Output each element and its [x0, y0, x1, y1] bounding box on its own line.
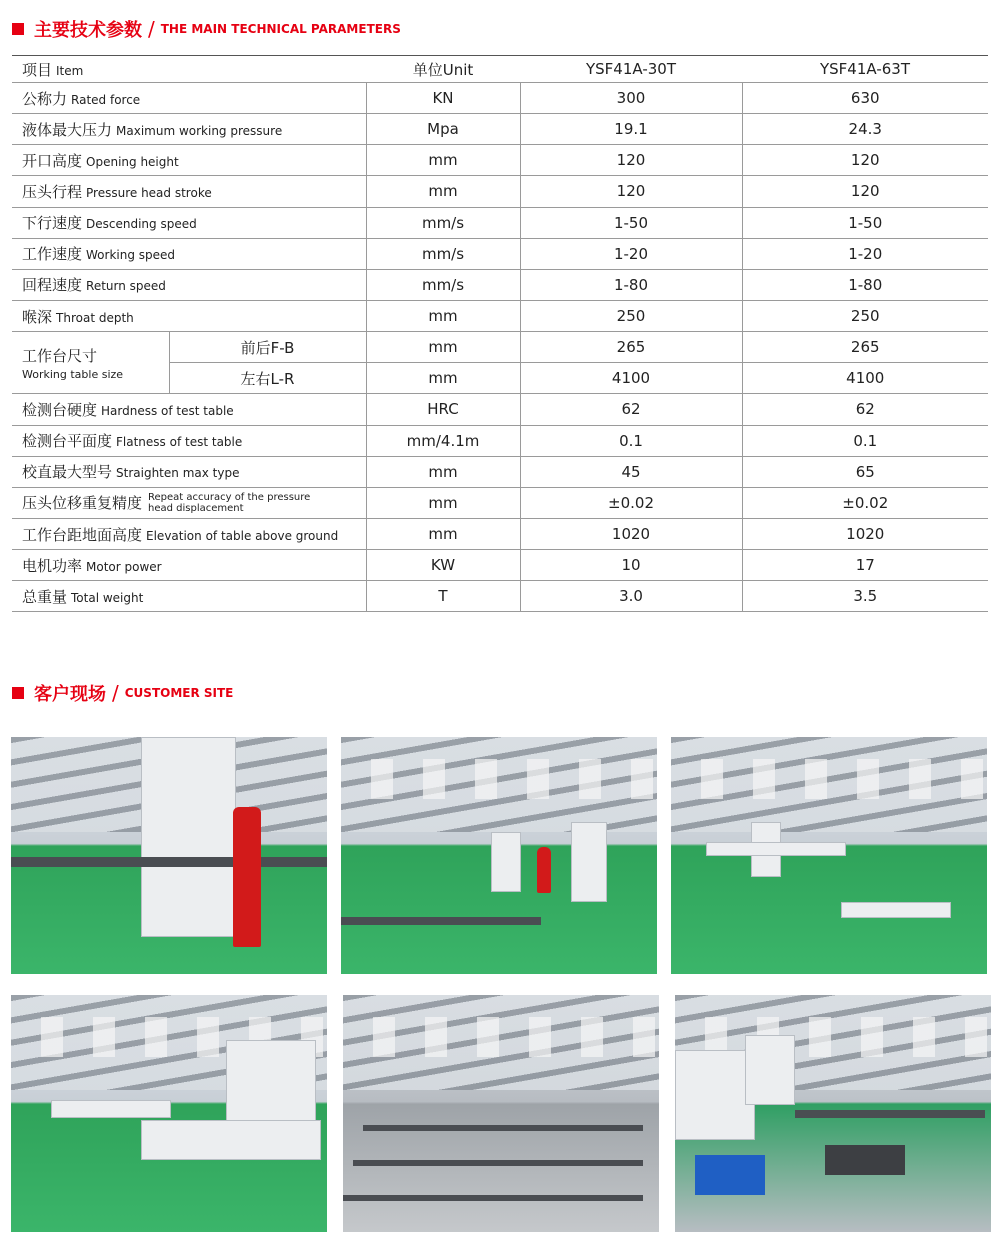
table-cell-v1: 0.1	[520, 425, 742, 456]
table-row	[12, 425, 988, 456]
table-cell-unit: mm/s	[366, 207, 520, 238]
section-heading-customer-site	[12, 680, 233, 706]
heading-separator: /	[112, 681, 119, 705]
parameters-table	[12, 55, 988, 612]
table-cell-label: 开口高度 Opening height	[12, 145, 366, 176]
table-cell-v2: 1-50	[742, 207, 988, 238]
table-row	[12, 456, 988, 487]
table-cell-label: 下行速度 Descending speed	[12, 207, 366, 238]
table-cell-unit: mm/s	[366, 269, 520, 300]
table-cell-v2: 62	[742, 394, 988, 425]
heading-separator: /	[148, 17, 155, 41]
table-cell-unit: KW	[366, 550, 520, 581]
heading-title-en: THE MAIN TECHNICAL PARAMETERS	[160, 22, 401, 36]
worktable-lr-label: 左右L-R	[169, 363, 366, 394]
table-cell-v1: 3.0	[520, 581, 742, 612]
table-row	[12, 518, 988, 549]
table-cell-v1: 1-80	[520, 269, 742, 300]
customer-site-photo-2	[341, 737, 657, 974]
table-cell-unit: Mpa	[366, 114, 520, 145]
table-cell-v2: 17	[742, 550, 988, 581]
table-cell-unit: mm	[366, 145, 520, 176]
heading-marker	[12, 23, 24, 35]
table-cell-v2: 120	[742, 176, 988, 207]
header-model-63t: YSF41A-63T	[742, 56, 988, 83]
table-row	[12, 581, 988, 612]
worktable-fb-label: 前后F-B	[169, 332, 366, 363]
table-cell-v2: 630	[742, 83, 988, 114]
customer-site-photo-3	[671, 737, 987, 974]
table-row	[12, 238, 988, 269]
table-cell-v1: 120	[520, 145, 742, 176]
table-cell-v2: 0.1	[742, 425, 988, 456]
table-cell-unit: mm	[366, 518, 520, 549]
table-row-repeat-accuracy	[12, 487, 988, 518]
header-model-30t: YSF41A-30T	[520, 56, 742, 83]
table-cell-v2: 1-20	[742, 238, 988, 269]
table-row	[12, 300, 988, 331]
table-cell-label: 电机功率 Motor power	[12, 550, 366, 581]
table-cell-v1: 62	[520, 394, 742, 425]
table-cell-label: 喉深 Throat depth	[12, 300, 366, 331]
table-cell-label: 工作速度 Working speed	[12, 238, 366, 269]
table-cell-label: 检测台硬度 Hardness of test table	[12, 394, 366, 425]
worktable-label: 工作台尺寸 Working table size	[12, 332, 169, 394]
table-cell-label: 工作台距地面高度 Elevation of table above ground	[12, 518, 366, 549]
table-cell-v1: 1-50	[520, 207, 742, 238]
table-cell-unit: HRC	[366, 394, 520, 425]
heading-title-cn: 主要技术参数	[34, 20, 142, 41]
table-header-row	[12, 56, 988, 83]
table-cell-unit: mm	[366, 300, 520, 331]
heading-title-en: CUSTOMER SITE	[124, 686, 234, 700]
table-cell-label: 总重量 Total weight	[12, 581, 366, 612]
table-cell-label: 液体最大压力 Maximum working pressure	[12, 114, 366, 145]
table-cell-unit: mm	[366, 363, 520, 394]
table-row	[12, 83, 988, 114]
table-cell-v1: 265	[520, 332, 742, 363]
customer-site-photo-4	[11, 995, 327, 1232]
table-cell-unit: mm	[366, 176, 520, 207]
table-cell-label: 回程速度 Return speed	[12, 269, 366, 300]
table-cell-label: 检测台平面度 Flatness of test table	[12, 425, 366, 456]
table-row-worktable-fb	[12, 332, 988, 363]
table-cell-v1: 250	[520, 300, 742, 331]
table-cell-v2: 1020	[742, 518, 988, 549]
customer-site-photo-5	[343, 995, 659, 1232]
table-cell-v2: 265	[742, 332, 988, 363]
table-cell-v1: 1020	[520, 518, 742, 549]
table-cell-v2: 3.5	[742, 581, 988, 612]
table-cell-v2: 250	[742, 300, 988, 331]
table-cell-v1: 10	[520, 550, 742, 581]
table-row	[12, 176, 988, 207]
table-cell-label: 压头位移重复精度 Repeat accuracy of the pressure head displacement	[12, 487, 366, 518]
table-cell-unit: T	[366, 581, 520, 612]
table-cell-v1: 120	[520, 176, 742, 207]
table-row	[12, 550, 988, 581]
header-item: 项目 Item	[12, 56, 366, 83]
table-cell-unit: mm	[366, 487, 520, 518]
customer-site-photo-1	[11, 737, 327, 974]
header-unit: 单位Unit	[366, 56, 520, 83]
table-cell-v1: 300	[520, 83, 742, 114]
table-cell-unit: mm/4.1m	[366, 425, 520, 456]
table-cell-unit: mm	[366, 332, 520, 363]
section-heading-parameters	[12, 16, 401, 42]
table-cell-v2: 4100	[742, 363, 988, 394]
table-cell-v2: 65	[742, 456, 988, 487]
table-cell-label: 公称力 Rated force	[12, 83, 366, 114]
table-row	[12, 269, 988, 300]
heading-marker	[12, 687, 24, 699]
table-row	[12, 145, 988, 176]
table-cell-unit: mm	[366, 456, 520, 487]
table-cell-label: 压头行程 Pressure head stroke	[12, 176, 366, 207]
table-row	[12, 207, 988, 238]
table-cell-v2: ±0.02	[742, 487, 988, 518]
table-cell-v2: 120	[742, 145, 988, 176]
table-cell-v2: 1-80	[742, 269, 988, 300]
customer-site-photo-6	[675, 995, 991, 1232]
table-row	[12, 114, 988, 145]
table-cell-v1: ±0.02	[520, 487, 742, 518]
table-cell-v1: 4100	[520, 363, 742, 394]
table-cell-unit: mm/s	[366, 238, 520, 269]
table-cell-v1: 1-20	[520, 238, 742, 269]
table-row	[12, 394, 988, 425]
heading-title-cn: 客户现场	[34, 684, 106, 705]
table-cell-v2: 24.3	[742, 114, 988, 145]
table-cell-label: 校直最大型号 Straighten max type	[12, 456, 366, 487]
table-cell-v1: 45	[520, 456, 742, 487]
table-cell-v1: 19.1	[520, 114, 742, 145]
table-cell-unit: KN	[366, 83, 520, 114]
